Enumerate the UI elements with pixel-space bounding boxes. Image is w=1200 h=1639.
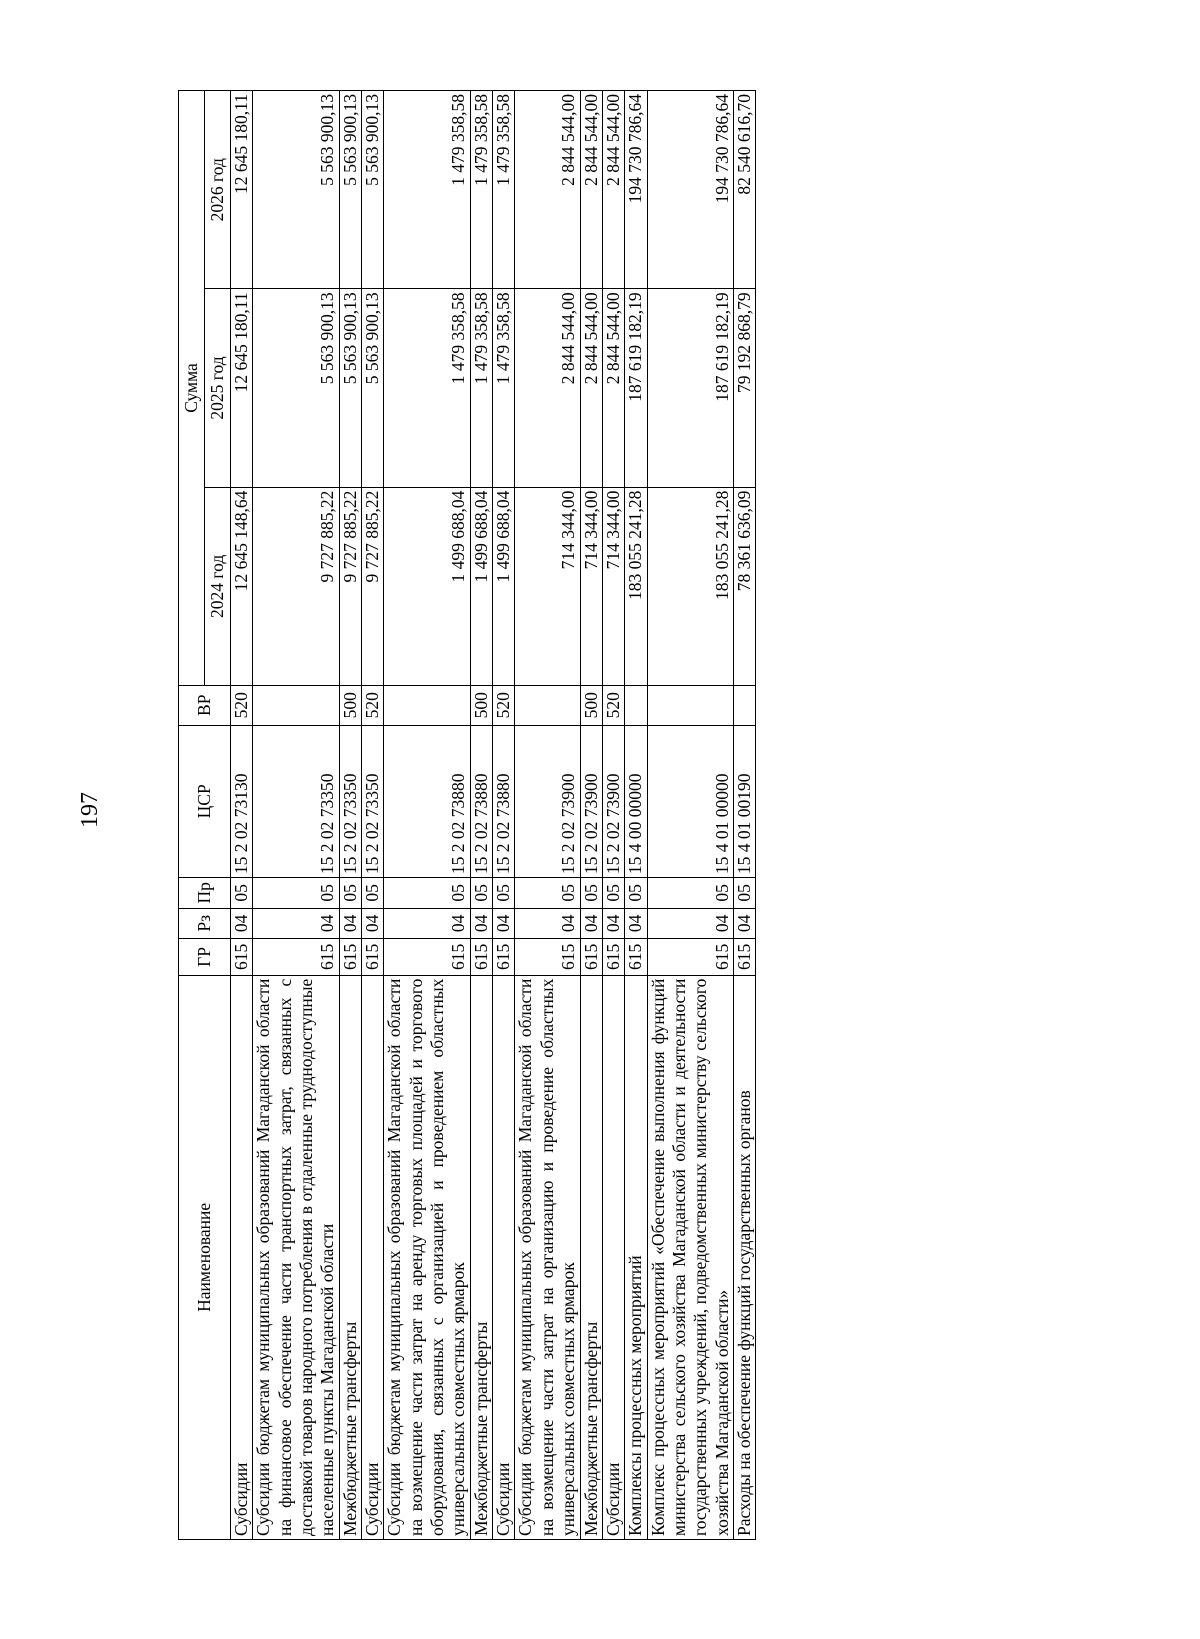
table-row (339, 91, 361, 1540)
cell-rz: 04 (647, 908, 733, 939)
cell-vr: 500 (580, 685, 602, 725)
cell-pr: 05 (231, 878, 253, 909)
cell-name: Расходы на обеспечение функций государственных органов (733, 975, 755, 1539)
cell-name: Комплексы процессных мероприятий (625, 975, 647, 1539)
cell-pr: 05 (733, 878, 755, 909)
cell-2026: 2 844 544,00 (602, 91, 624, 289)
cell-pr: 05 (253, 878, 339, 909)
cell-name: Субсидии (362, 975, 384, 1539)
header-csr: ЦСР (179, 725, 231, 878)
cell-gr: 615 (602, 939, 624, 976)
cell-pr: 05 (647, 878, 733, 909)
cell-name: Субсидии (493, 975, 515, 1539)
cell-rz: 04 (625, 908, 647, 939)
cell-2026: 2 844 544,00 (580, 91, 602, 289)
cell-pr: 05 (362, 878, 384, 909)
cell-pr: 05 (580, 878, 602, 909)
cell-csr: 15 2 02 73350 (362, 725, 384, 878)
cell-2024: 9 727 885,22 (362, 487, 384, 685)
cell-csr: 15 4 01 00000 (647, 725, 733, 878)
cell-2024: 183 055 241,28 (647, 487, 733, 685)
cell-gr: 615 (384, 939, 470, 976)
cell-2025: 79 192 868,79 (733, 289, 755, 487)
header-name: Наименование (179, 975, 231, 1539)
table-header (179, 91, 231, 1540)
cell-pr: 05 (602, 878, 624, 909)
cell-2025: 1 479 358,58 (384, 289, 470, 487)
cell-gr: 615 (733, 939, 755, 976)
cell-name: Субсидии (231, 975, 253, 1539)
table-row (362, 91, 384, 1540)
cell-2025: 2 844 544,00 (515, 289, 580, 487)
cell-pr: 05 (625, 878, 647, 909)
cell-2025: 1 479 358,58 (470, 289, 492, 487)
cell-2026: 5 563 900,13 (253, 91, 339, 289)
cell-name: Субсидии бюджетам муниципальных образований Магаданской области на возмещение части затрат на аренду торговых площадей и торгового оборудования, связанных с организацией и проведением областных универсальных совместных ярмарок (384, 975, 470, 1539)
budget-table (178, 90, 756, 1540)
table-row (647, 91, 733, 1540)
cell-rz: 04 (493, 908, 515, 939)
cell-gr: 615 (515, 939, 580, 976)
cell-pr: 05 (384, 878, 470, 909)
cell-2025: 5 563 900,13 (339, 289, 361, 487)
cell-vr: 520 (493, 685, 515, 725)
cell-gr: 615 (253, 939, 339, 976)
cell-csr: 15 2 02 73880 (470, 725, 492, 878)
cell-csr: 15 4 00 00000 (625, 725, 647, 878)
cell-2024: 1 499 688,04 (384, 487, 470, 685)
cell-2025: 187 619 182,19 (625, 289, 647, 487)
cell-vr: 520 (602, 685, 624, 725)
cell-2024: 1 499 688,04 (470, 487, 492, 685)
header-2024: 2024 год (205, 487, 231, 685)
cell-name: Межбюджетные трансферты (470, 975, 492, 1539)
cell-2024: 714 344,00 (515, 487, 580, 685)
cell-2026: 194 730 786,64 (625, 91, 647, 289)
cell-2024: 9 727 885,22 (253, 487, 339, 685)
cell-2026: 5 563 900,13 (362, 91, 384, 289)
cell-name: Межбюджетные трансферты (339, 975, 361, 1539)
cell-csr: 15 2 02 73880 (384, 725, 470, 878)
cell-2026: 194 730 786,64 (647, 91, 733, 289)
cell-2026: 82 540 616,70 (733, 91, 755, 289)
table-row (253, 91, 339, 1540)
rotated-table-container (178, 90, 1200, 1540)
cell-vr (384, 685, 470, 725)
cell-rz: 04 (733, 908, 755, 939)
page-number: 197 (76, 792, 103, 828)
cell-csr: 15 2 02 73900 (580, 725, 602, 878)
cell-gr: 615 (339, 939, 361, 976)
cell-vr: 500 (470, 685, 492, 725)
table-row (231, 91, 253, 1540)
cell-2026: 2 844 544,00 (515, 91, 580, 289)
table-row (580, 91, 602, 1540)
cell-pr: 05 (493, 878, 515, 909)
cell-2025: 12 645 180,11 (231, 289, 253, 487)
cell-csr: 15 2 02 73900 (602, 725, 624, 878)
cell-name: Субсидии (602, 975, 624, 1539)
cell-rz: 04 (470, 908, 492, 939)
cell-rz: 04 (580, 908, 602, 939)
cell-2025: 1 479 358,58 (493, 289, 515, 487)
cell-rz: 04 (362, 908, 384, 939)
cell-vr: 500 (339, 685, 361, 725)
cell-name: Субсидии бюджетам муниципальных образований Магаданской области на возмещение части затрат на организацию и проведение областных универсальных совместных ярмарок (515, 975, 580, 1539)
cell-2026: 5 563 900,13 (339, 91, 361, 289)
cell-vr (647, 685, 733, 725)
table-row (493, 91, 515, 1540)
table-body (231, 91, 756, 1540)
cell-csr: 15 2 02 73900 (515, 725, 580, 878)
cell-2026: 12 645 180,11 (231, 91, 253, 289)
cell-gr: 615 (470, 939, 492, 976)
cell-csr: 15 2 02 73880 (493, 725, 515, 878)
table-row (384, 91, 470, 1540)
cell-2024: 78 361 636,09 (733, 487, 755, 685)
cell-2024: 183 055 241,28 (625, 487, 647, 685)
cell-2024: 714 344,00 (602, 487, 624, 685)
header-rz: Рз (179, 908, 231, 939)
cell-vr (625, 685, 647, 725)
table-row (470, 91, 492, 1540)
cell-name: Комплекс процессных мероприятий «Обеспечение выполнения функций министерства сельского хозяйства Магаданской области и деятельности государственных учреждений, подведомственных министерству сельского хозяйства Магаданской области» (647, 975, 733, 1539)
cell-2025: 5 563 900,13 (253, 289, 339, 487)
cell-pr: 05 (470, 878, 492, 909)
cell-vr (733, 685, 755, 725)
cell-gr: 615 (362, 939, 384, 976)
cell-rz: 04 (253, 908, 339, 939)
cell-pr: 05 (515, 878, 580, 909)
cell-rz: 04 (339, 908, 361, 939)
cell-2025: 5 563 900,13 (362, 289, 384, 487)
cell-vr (253, 685, 339, 725)
cell-rz: 04 (231, 908, 253, 939)
cell-gr: 615 (231, 939, 253, 976)
cell-2024: 1 499 688,04 (493, 487, 515, 685)
table-row (602, 91, 624, 1540)
header-pr: Пр (179, 878, 231, 909)
cell-rz: 04 (515, 908, 580, 939)
cell-rz: 04 (602, 908, 624, 939)
cell-2025: 187 619 182,19 (647, 289, 733, 487)
header-sum: Сумма (179, 91, 205, 686)
cell-2024: 9 727 885,22 (339, 487, 361, 685)
cell-gr: 615 (580, 939, 602, 976)
cell-vr: 520 (362, 685, 384, 725)
cell-csr: 15 2 02 73130 (231, 725, 253, 878)
cell-gr: 615 (493, 939, 515, 976)
cell-gr: 615 (647, 939, 733, 976)
table-row (733, 91, 755, 1540)
table-row (515, 91, 580, 1540)
header-2025: 2025 год (205, 289, 231, 487)
header-2026: 2026 год (205, 91, 231, 289)
cell-2024: 714 344,00 (580, 487, 602, 685)
cell-csr: 15 4 01 00190 (733, 725, 755, 878)
header-vr: ВР (179, 685, 231, 725)
cell-vr (515, 685, 580, 725)
cell-gr: 615 (625, 939, 647, 976)
cell-csr: 15 2 02 73350 (253, 725, 339, 878)
cell-name: Межбюджетные трансферты (580, 975, 602, 1539)
cell-csr: 15 2 02 73350 (339, 725, 361, 878)
header-gr: ГР (179, 939, 231, 976)
cell-vr: 520 (231, 685, 253, 725)
table-row (625, 91, 647, 1540)
cell-2026: 1 479 358,58 (384, 91, 470, 289)
cell-name: Субсидии бюджетам муниципальных образований Магаданской области на финансовое обеспечение части транспортных затрат, связанных с доставкой товаров народного потребления в отдаленные труднодоступные населенные пункты Магаданской области (253, 975, 339, 1539)
cell-2025: 2 844 544,00 (602, 289, 624, 487)
cell-pr: 05 (339, 878, 361, 909)
cell-2026: 1 479 358,58 (470, 91, 492, 289)
cell-2026: 1 479 358,58 (493, 91, 515, 289)
cell-2025: 2 844 544,00 (580, 289, 602, 487)
cell-2024: 12 645 148,64 (231, 487, 253, 685)
cell-rz: 04 (384, 908, 470, 939)
